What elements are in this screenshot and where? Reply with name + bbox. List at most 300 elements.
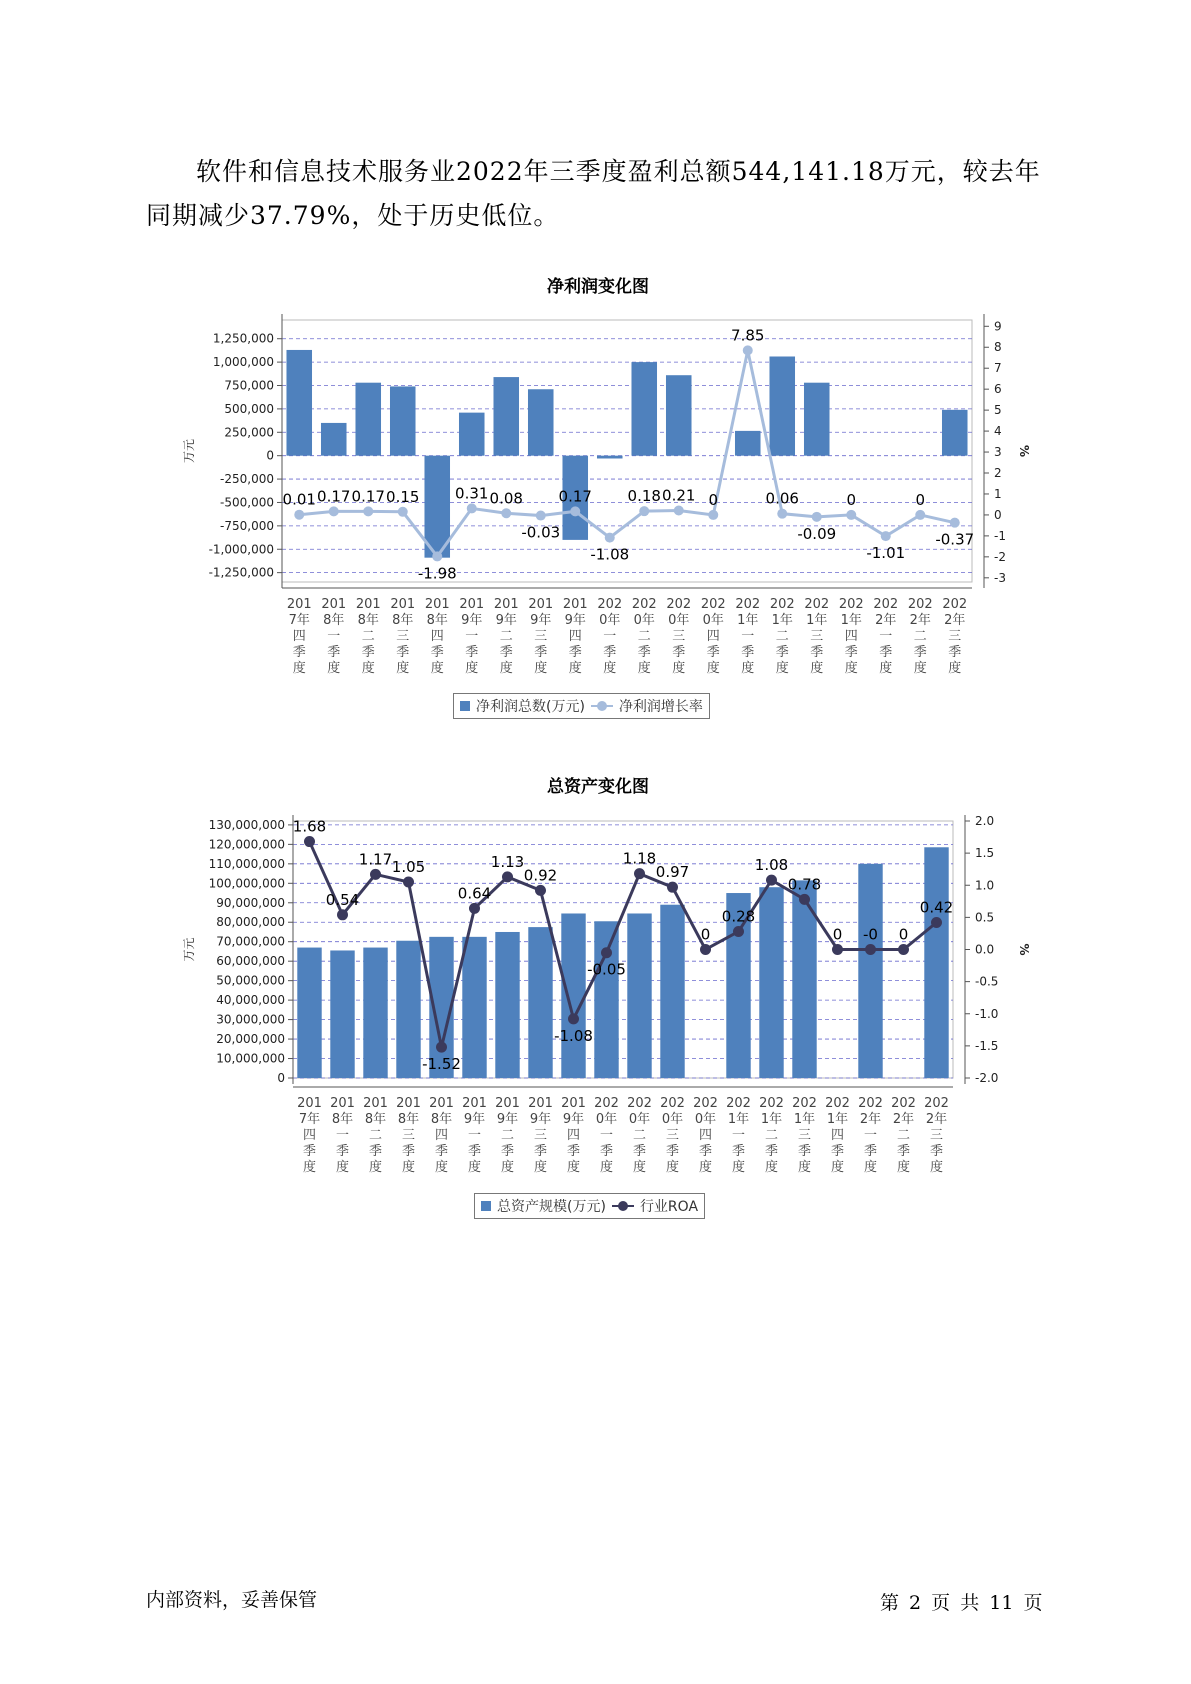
x-tick-label bbox=[528, 597, 553, 676]
x-tick-label bbox=[330, 1096, 355, 1175]
line-point bbox=[601, 947, 612, 958]
y-axis-title: 万元 bbox=[182, 438, 196, 464]
svg-text:0年: 0年 bbox=[628, 1112, 651, 1127]
svg-text:一: 一 bbox=[603, 629, 617, 644]
svg-text:二: 二 bbox=[775, 629, 789, 644]
svg-text:度: 度 bbox=[797, 1160, 812, 1175]
bar bbox=[459, 413, 485, 456]
line-point bbox=[467, 503, 477, 513]
svg-text:季: 季 bbox=[913, 645, 927, 660]
svg-text:三: 三 bbox=[672, 629, 686, 644]
svg-text:四: 四 bbox=[434, 1128, 449, 1143]
total-assets-chart bbox=[0, 800, 1191, 1220]
svg-text:201: 201 bbox=[297, 1096, 322, 1111]
line-point bbox=[766, 875, 777, 886]
y2-tick-label: 1 bbox=[994, 486, 1002, 501]
line-point bbox=[501, 508, 511, 518]
bar bbox=[363, 948, 387, 1078]
svg-text:一: 一 bbox=[741, 629, 755, 644]
svg-text:0年: 0年 bbox=[668, 613, 690, 628]
data-label: 1.17 bbox=[358, 850, 393, 869]
svg-text:季: 季 bbox=[863, 1144, 878, 1159]
line-point bbox=[915, 510, 925, 520]
svg-text:9年: 9年 bbox=[495, 613, 517, 628]
svg-text:202: 202 bbox=[891, 1096, 916, 1111]
svg-text:季: 季 bbox=[292, 645, 306, 660]
bar bbox=[631, 362, 657, 456]
svg-text:度: 度 bbox=[741, 661, 755, 676]
bar bbox=[390, 386, 416, 455]
svg-text:季: 季 bbox=[731, 1144, 746, 1159]
svg-text:1年: 1年 bbox=[793, 1112, 816, 1127]
bar bbox=[597, 456, 623, 459]
svg-text:度: 度 bbox=[764, 1160, 779, 1175]
data-label: -0.37 bbox=[935, 530, 975, 549]
svg-text:201: 201 bbox=[330, 1096, 355, 1111]
svg-text:9年: 9年 bbox=[529, 1112, 552, 1127]
legend-bar-swatch bbox=[481, 1201, 491, 1211]
data-label: 0.92 bbox=[523, 866, 558, 885]
bar bbox=[321, 423, 347, 456]
svg-text:202: 202 bbox=[759, 1096, 784, 1111]
svg-text:7年: 7年 bbox=[288, 613, 310, 628]
svg-text:202: 202 bbox=[597, 597, 623, 612]
svg-text:四: 四 bbox=[844, 629, 858, 644]
svg-text:8年: 8年 bbox=[397, 1112, 420, 1127]
svg-text:季: 季 bbox=[430, 645, 444, 660]
svg-text:202: 202 bbox=[693, 1096, 718, 1111]
data-label: 0.15 bbox=[386, 487, 420, 506]
svg-text:度: 度 bbox=[698, 1160, 713, 1175]
svg-text:202: 202 bbox=[942, 597, 968, 612]
y2-tick-label: 5 bbox=[994, 403, 1002, 418]
y-tick-label: 130,000,000 bbox=[208, 817, 285, 832]
x-tick-label bbox=[632, 597, 657, 676]
svg-text:一: 一 bbox=[467, 1128, 482, 1143]
line-point bbox=[337, 909, 348, 920]
line-point bbox=[950, 518, 960, 528]
y2-tick-label: 7 bbox=[994, 361, 1002, 376]
line-point bbox=[432, 551, 442, 561]
line-point bbox=[329, 506, 339, 516]
x-tick-label bbox=[792, 1096, 817, 1175]
y2-tick-label: 4 bbox=[994, 424, 1002, 439]
svg-text:201: 201 bbox=[493, 597, 519, 612]
x-tick-label bbox=[425, 597, 450, 676]
y-tick-label: 30,000,000 bbox=[216, 1012, 285, 1027]
svg-text:度: 度 bbox=[810, 661, 824, 676]
svg-text:2年: 2年 bbox=[892, 1112, 915, 1127]
svg-text:二: 二 bbox=[632, 1128, 647, 1143]
data-label: -1.08 bbox=[590, 545, 630, 564]
data-label: 0 bbox=[832, 925, 843, 944]
svg-text:四: 四 bbox=[830, 1128, 845, 1143]
svg-text:一: 一 bbox=[599, 1128, 614, 1143]
svg-text:季: 季 bbox=[534, 645, 548, 660]
svg-text:8年: 8年 bbox=[331, 1112, 354, 1127]
svg-text:202: 202 bbox=[594, 1096, 619, 1111]
svg-text:1年: 1年 bbox=[771, 613, 793, 628]
x-tick-label bbox=[627, 1096, 652, 1175]
svg-text:季: 季 bbox=[665, 1144, 680, 1159]
y2-tick-label: 9 bbox=[994, 319, 1002, 334]
svg-text:四: 四 bbox=[430, 629, 444, 644]
x-tick-label bbox=[735, 597, 760, 676]
x-tick-label bbox=[287, 597, 312, 676]
svg-text:度: 度 bbox=[396, 661, 410, 676]
x-tick-label bbox=[660, 1096, 685, 1175]
svg-text:三: 三 bbox=[929, 1128, 944, 1143]
data-label: 0 bbox=[708, 490, 719, 509]
x-tick-label bbox=[858, 1096, 883, 1175]
data-label: 0.28 bbox=[721, 907, 756, 926]
chart1-title: 净利润变化图 bbox=[547, 277, 649, 297]
svg-text:9年: 9年 bbox=[564, 613, 586, 628]
svg-text:季: 季 bbox=[603, 645, 617, 660]
y2-tick-label: -1.5 bbox=[975, 1038, 999, 1053]
y2-tick-label: 3 bbox=[994, 445, 1002, 460]
x-tick-label bbox=[873, 597, 898, 676]
svg-text:三: 三 bbox=[533, 1128, 548, 1143]
data-label: 0 bbox=[915, 490, 926, 509]
svg-text:201: 201 bbox=[321, 597, 347, 612]
svg-text:季: 季 bbox=[599, 1144, 614, 1159]
svg-text:8年: 8年 bbox=[323, 613, 345, 628]
svg-text:度: 度 bbox=[533, 1160, 548, 1175]
x-tick-label bbox=[494, 597, 519, 676]
data-label: 0.64 bbox=[457, 884, 492, 903]
svg-text:201: 201 bbox=[459, 597, 485, 612]
y-tick-label: -750,000 bbox=[220, 518, 274, 533]
y-tick-label: 0 bbox=[277, 1071, 285, 1085]
svg-text:度: 度 bbox=[467, 1160, 482, 1175]
x-tick-label bbox=[942, 597, 967, 676]
bar bbox=[735, 431, 761, 456]
line-point bbox=[536, 511, 546, 521]
svg-text:季: 季 bbox=[741, 645, 755, 660]
legend-total-assets: 总资产规模(万元) bbox=[497, 1199, 606, 1215]
svg-text:季: 季 bbox=[467, 1144, 482, 1159]
y2-tick-label: 0 bbox=[994, 507, 1002, 522]
x-tick-label bbox=[693, 1096, 718, 1175]
chart2-title: 总资产变化图 bbox=[547, 777, 649, 797]
footer-confidential: 内部资料，妥善保管 bbox=[146, 1589, 318, 1611]
svg-text:度: 度 bbox=[361, 661, 375, 676]
line-point bbox=[708, 510, 718, 520]
bar bbox=[528, 927, 552, 1078]
data-label: 0.21 bbox=[662, 486, 696, 505]
svg-text:9年: 9年 bbox=[530, 613, 552, 628]
svg-text:季: 季 bbox=[896, 1144, 911, 1159]
svg-text:202: 202 bbox=[838, 597, 864, 612]
svg-text:一: 一 bbox=[879, 629, 893, 644]
svg-text:季: 季 bbox=[948, 645, 962, 660]
svg-text:四: 四 bbox=[706, 629, 720, 644]
y-tick-label: 20,000,000 bbox=[216, 1032, 285, 1047]
svg-text:202: 202 bbox=[907, 597, 933, 612]
bar bbox=[594, 921, 618, 1078]
line-point bbox=[605, 533, 615, 543]
svg-text:二: 二 bbox=[361, 629, 375, 644]
svg-text:三: 三 bbox=[396, 629, 410, 644]
svg-text:四: 四 bbox=[566, 1128, 581, 1143]
svg-text:二: 二 bbox=[500, 1128, 515, 1143]
svg-text:二: 二 bbox=[913, 629, 927, 644]
svg-text:二: 二 bbox=[764, 1128, 779, 1143]
data-label: 0.17 bbox=[351, 487, 385, 506]
plot-frame bbox=[282, 320, 975, 582]
svg-text:季: 季 bbox=[335, 1144, 350, 1159]
x-tick-label bbox=[804, 597, 829, 676]
y-tick-label: 70,000,000 bbox=[216, 934, 285, 949]
svg-text:季: 季 bbox=[396, 645, 410, 660]
svg-text:度: 度 bbox=[731, 1160, 746, 1175]
legend-line-swatch bbox=[612, 1201, 634, 1211]
svg-text:度: 度 bbox=[775, 661, 789, 676]
svg-text:季: 季 bbox=[810, 645, 824, 660]
bar bbox=[493, 377, 519, 456]
y-tick-label: 90,000,000 bbox=[216, 895, 285, 910]
svg-text:202: 202 bbox=[873, 597, 899, 612]
x-tick-label bbox=[297, 1096, 322, 1175]
y2-axis-title: % bbox=[1017, 444, 1031, 458]
svg-text:度: 度 bbox=[335, 1160, 350, 1175]
svg-text:季: 季 bbox=[499, 645, 513, 660]
svg-text:202: 202 bbox=[792, 1096, 817, 1111]
svg-text:度: 度 bbox=[500, 1160, 515, 1175]
summary-paragraph: 软件和信息技术服务业2022年三季度盈利总额544,141.18万元，较去年同期减少37.79%，处于历史低位。 bbox=[146, 157, 1041, 230]
svg-text:度: 度 bbox=[534, 661, 548, 676]
svg-text:季: 季 bbox=[632, 1144, 647, 1159]
svg-text:二: 二 bbox=[368, 1128, 383, 1143]
data-label: 0.78 bbox=[787, 875, 822, 894]
bar bbox=[355, 383, 381, 456]
bar bbox=[286, 350, 312, 456]
svg-text:季: 季 bbox=[434, 1144, 449, 1159]
data-label: 0 bbox=[898, 925, 909, 944]
line-point bbox=[363, 506, 373, 516]
line-point bbox=[865, 944, 876, 955]
line-point bbox=[304, 836, 315, 847]
svg-text:度: 度 bbox=[844, 661, 858, 676]
y2-tick-label: 2.0 bbox=[975, 814, 995, 828]
svg-text:一: 一 bbox=[731, 1128, 746, 1143]
y-tick-label: 110,000,000 bbox=[208, 856, 285, 871]
svg-text:201: 201 bbox=[562, 597, 588, 612]
y2-tick-label: -1.0 bbox=[975, 1006, 999, 1021]
line-point bbox=[370, 869, 381, 880]
bar bbox=[759, 887, 783, 1078]
svg-text:三: 三 bbox=[948, 629, 962, 644]
svg-text:7年: 7年 bbox=[298, 1112, 321, 1127]
y2-tick-label: 0.0 bbox=[975, 942, 995, 957]
data-label: -1.01 bbox=[866, 544, 906, 563]
x-tick-label bbox=[462, 1096, 487, 1175]
x-tick-label bbox=[363, 1096, 388, 1175]
svg-text:202: 202 bbox=[627, 1096, 652, 1111]
data-label: 0.08 bbox=[489, 489, 523, 508]
svg-text:度: 度 bbox=[706, 661, 720, 676]
chart1-legend bbox=[453, 693, 710, 719]
data-label: -1.98 bbox=[417, 564, 457, 583]
bar bbox=[528, 389, 554, 455]
y2-tick-label: 8 bbox=[994, 340, 1002, 355]
y2-tick-label: 6 bbox=[994, 382, 1002, 397]
data-label: 1.13 bbox=[490, 852, 525, 871]
y2-tick-label: -0.5 bbox=[975, 974, 999, 989]
x-tick-label bbox=[701, 597, 726, 676]
bar bbox=[396, 941, 420, 1078]
y2-tick-label: -2.0 bbox=[975, 1071, 999, 1085]
svg-text:201: 201 bbox=[355, 597, 381, 612]
svg-text:度: 度 bbox=[368, 1160, 383, 1175]
svg-text:度: 度 bbox=[929, 1160, 944, 1175]
svg-text:度: 度 bbox=[568, 661, 582, 676]
line-point bbox=[832, 944, 843, 955]
data-label: -1.08 bbox=[554, 1026, 593, 1045]
y-tick-label: 750,000 bbox=[224, 378, 274, 393]
bar bbox=[769, 356, 795, 455]
svg-text:202: 202 bbox=[631, 597, 657, 612]
svg-text:1年: 1年 bbox=[840, 613, 862, 628]
svg-text:201: 201 bbox=[528, 1096, 553, 1111]
svg-text:8年: 8年 bbox=[364, 1112, 387, 1127]
svg-text:度: 度 bbox=[672, 661, 686, 676]
line-point bbox=[733, 926, 744, 937]
line-point bbox=[667, 882, 678, 893]
legend-bar-swatch bbox=[460, 701, 470, 711]
svg-text:8年: 8年 bbox=[392, 613, 414, 628]
svg-text:201: 201 bbox=[429, 1096, 454, 1111]
y-tick-label: 100,000,000 bbox=[208, 876, 285, 891]
svg-text:季: 季 bbox=[929, 1144, 944, 1159]
svg-text:201: 201 bbox=[363, 1096, 388, 1111]
data-label: 0.97 bbox=[655, 863, 690, 882]
line-point bbox=[812, 512, 822, 522]
line-point bbox=[535, 885, 546, 896]
svg-text:季: 季 bbox=[764, 1144, 779, 1159]
line-point bbox=[700, 944, 711, 955]
bar bbox=[627, 913, 651, 1078]
data-label: 0 bbox=[846, 490, 857, 509]
svg-text:0年: 0年 bbox=[599, 613, 621, 628]
x-tick-label bbox=[770, 597, 795, 676]
bar bbox=[924, 847, 948, 1078]
svg-text:201: 201 bbox=[528, 597, 554, 612]
data-label: 0.01 bbox=[282, 490, 316, 509]
line-point bbox=[570, 506, 580, 516]
svg-text:202: 202 bbox=[769, 597, 795, 612]
bar bbox=[297, 948, 321, 1078]
svg-text:季: 季 bbox=[368, 1144, 383, 1159]
svg-text:二: 二 bbox=[637, 629, 651, 644]
svg-text:一: 一 bbox=[863, 1128, 878, 1143]
svg-text:度: 度 bbox=[327, 661, 341, 676]
svg-text:季: 季 bbox=[797, 1144, 812, 1159]
svg-text:度: 度 bbox=[948, 661, 962, 676]
x-tick-label bbox=[891, 1096, 916, 1175]
y-tick-label: 40,000,000 bbox=[216, 993, 285, 1008]
legend-net-profit-growth: 净利润增长率 bbox=[618, 699, 703, 715]
y-tick-label: 500,000 bbox=[224, 401, 274, 416]
y2-tick-label: 1.0 bbox=[975, 878, 995, 893]
svg-text:度: 度 bbox=[401, 1160, 416, 1175]
svg-text:度: 度 bbox=[434, 1160, 449, 1175]
y-axis-title: 万元 bbox=[182, 937, 196, 962]
bar bbox=[462, 937, 486, 1078]
x-tick-label bbox=[429, 1096, 454, 1175]
y2-axis-title: % bbox=[1017, 943, 1031, 956]
svg-text:度: 度 bbox=[292, 661, 306, 676]
footer-page-number: 第 2 页 共 11 页 bbox=[880, 1592, 1043, 1614]
svg-text:0年: 0年 bbox=[702, 613, 724, 628]
data-label: -0.05 bbox=[587, 960, 626, 979]
svg-text:季: 季 bbox=[302, 1144, 317, 1159]
x-tick-label bbox=[759, 1096, 784, 1175]
svg-text:8年: 8年 bbox=[430, 1112, 453, 1127]
svg-text:季: 季 bbox=[401, 1144, 416, 1159]
svg-text:度: 度 bbox=[566, 1160, 581, 1175]
svg-text:度: 度 bbox=[499, 661, 513, 676]
svg-text:三: 三 bbox=[810, 629, 824, 644]
data-label: 0.18 bbox=[627, 487, 661, 506]
svg-text:季: 季 bbox=[672, 645, 686, 660]
svg-text:0年: 0年 bbox=[661, 1112, 684, 1127]
svg-text:202: 202 bbox=[660, 1096, 685, 1111]
x-tick-label bbox=[666, 597, 691, 676]
svg-text:202: 202 bbox=[858, 1096, 883, 1111]
svg-text:201: 201 bbox=[286, 597, 312, 612]
bar bbox=[666, 375, 692, 455]
svg-text:8年: 8年 bbox=[426, 613, 448, 628]
svg-text:202: 202 bbox=[825, 1096, 850, 1111]
data-label: 1.08 bbox=[754, 856, 789, 875]
svg-text:202: 202 bbox=[735, 597, 761, 612]
line-point bbox=[294, 510, 304, 520]
svg-text:0年: 0年 bbox=[633, 613, 655, 628]
y-tick-label: 1,000,000 bbox=[212, 355, 274, 370]
svg-text:8年: 8年 bbox=[357, 613, 379, 628]
svg-text:季: 季 bbox=[500, 1144, 515, 1159]
svg-text:季: 季 bbox=[775, 645, 789, 660]
x-tick-label bbox=[908, 597, 933, 676]
svg-text:度: 度 bbox=[603, 661, 617, 676]
svg-text:季: 季 bbox=[830, 1144, 845, 1159]
y2-tick-label: 0.5 bbox=[975, 910, 995, 925]
x-tick-label bbox=[396, 1096, 421, 1175]
svg-text:季: 季 bbox=[533, 1144, 548, 1159]
svg-text:季: 季 bbox=[465, 645, 479, 660]
line-point bbox=[398, 507, 408, 517]
line-point bbox=[403, 877, 414, 888]
line-point bbox=[799, 894, 810, 905]
svg-text:度: 度 bbox=[896, 1160, 911, 1175]
net-profit-chart bbox=[0, 300, 1191, 720]
svg-text:202: 202 bbox=[726, 1096, 751, 1111]
data-label: 7.85 bbox=[731, 326, 765, 345]
svg-text:201: 201 bbox=[462, 1096, 487, 1111]
y-tick-label: 80,000,000 bbox=[216, 915, 285, 930]
bar bbox=[942, 410, 968, 456]
svg-text:季: 季 bbox=[706, 645, 720, 660]
svg-text:季: 季 bbox=[566, 1144, 581, 1159]
x-tick-label bbox=[563, 597, 588, 676]
legend-net-profit-total: 净利润总数(万元) bbox=[476, 699, 585, 715]
x-tick-label bbox=[495, 1096, 520, 1175]
data-label: 0.06 bbox=[765, 489, 799, 508]
x-tick-label bbox=[356, 597, 381, 676]
svg-text:二: 二 bbox=[499, 629, 513, 644]
